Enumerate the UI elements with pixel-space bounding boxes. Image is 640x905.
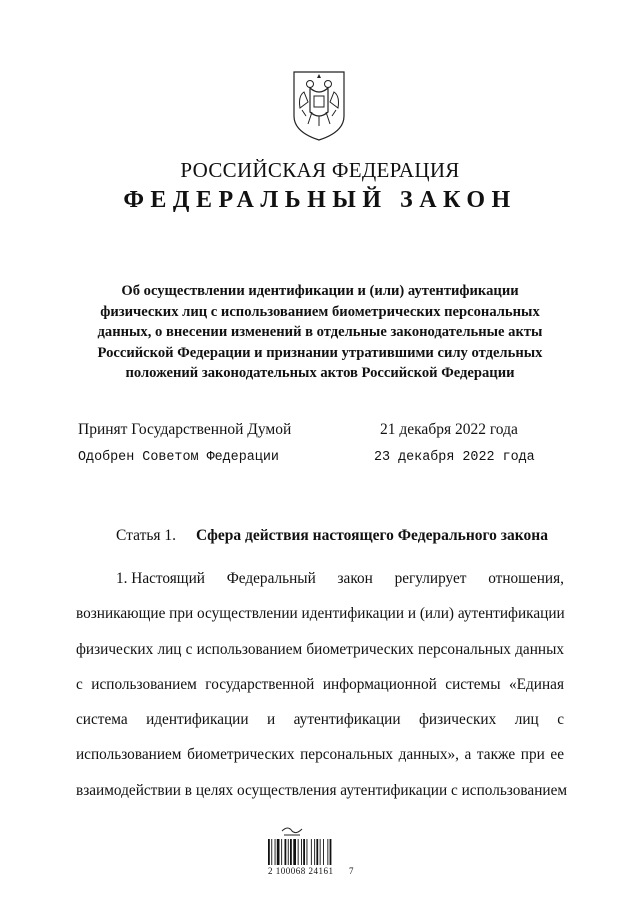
- body-line: использованием биометрических персональных данных», а также при ее: [76, 746, 564, 764]
- article-name: Сфера действия настоящего Федерального закона: [195, 527, 548, 544]
- body-word: физических: [418, 711, 497, 729]
- approval-label: Одобрен Советом Федерации: [78, 450, 279, 465]
- adoption-label: Принят Государственной Думой: [78, 421, 292, 438]
- article-body: [76, 561, 568, 808]
- body-line-words: [76, 702, 564, 737]
- body-word: отношения,: [488, 570, 564, 587]
- body-word: закон: [337, 570, 373, 587]
- body-word: лиц: [514, 711, 539, 729]
- law-type-heading: ФЕДЕРАЛЬНЫЙ ЗАКОН: [123, 187, 517, 213]
- barcode-bar: [268, 839, 270, 865]
- barcode-bar: [275, 839, 276, 865]
- body-line-words: [116, 561, 564, 596]
- body-word: система: [76, 711, 128, 729]
- body-line: [76, 561, 564, 596]
- barcode-suffix: 7: [349, 866, 354, 876]
- russian-emblem-icon: [290, 66, 348, 142]
- barcode-number: 2 100068 24161: [268, 866, 334, 876]
- body-word: Федеральный: [226, 570, 316, 587]
- approval-date: 23 декабря 2022 года: [374, 450, 535, 465]
- barcode-bar: [323, 839, 324, 865]
- law-title-line: физических лиц с использованием биометрических персональных: [100, 303, 540, 320]
- country-name: РОССИЙСКАЯ ФЕДЕРАЦИЯ: [180, 158, 460, 182]
- body-word: 1. Настоящий: [116, 570, 205, 587]
- barcode-bar: [271, 839, 272, 865]
- barcode-bar: [277, 839, 280, 865]
- barcode-bar: [298, 839, 299, 865]
- body-line: взаимодействии в целях осуществления аутентификации с использованием: [76, 781, 568, 799]
- barcode-bar: [285, 839, 287, 865]
- barcode-bar: [316, 839, 318, 865]
- body-line: [76, 702, 564, 737]
- body-word: аутентификации: [293, 711, 401, 729]
- body-word: регулирует: [394, 570, 467, 587]
- body-line: с использованием государственной информационной системы «Единая: [76, 675, 564, 693]
- barcode-bar: [301, 839, 302, 865]
- article-number: Статья 1.: [116, 527, 177, 544]
- law-title-line: данных, о внесении изменений в отдельные законодательные акты: [97, 324, 543, 340]
- barcode-bar: [303, 839, 305, 865]
- barcode-bar: [307, 839, 308, 865]
- body-word: и: [267, 711, 276, 729]
- adoption-date: 21 декабря 2022 года: [380, 421, 518, 438]
- law-title-line: положений законодательных актов Российской Федерации: [125, 365, 515, 381]
- barcode-bar: [281, 839, 282, 865]
- barcode-bar: [330, 839, 332, 865]
- law-title-line: Об осуществлении идентификации и (или) аутентификации: [121, 283, 519, 299]
- body-word: идентификации: [146, 711, 249, 729]
- law-title-line: Российской Федерации и признании утратившими силу отдельных: [97, 344, 543, 361]
- law-title: [72, 281, 568, 384]
- barcode-bar: [314, 839, 315, 865]
- body-word: с: [557, 711, 564, 729]
- barcode-bar: [293, 839, 296, 865]
- barcode-bar: [311, 839, 312, 865]
- barcode-bar: [320, 839, 321, 865]
- body-line: возникающие при осуществлении идентификации и (или) аутентификации: [76, 605, 565, 623]
- body-line: физических лиц с использованием биометрических персональных данных: [76, 640, 564, 658]
- barcode-bar: [290, 839, 292, 865]
- barcode-bar: [327, 839, 328, 865]
- barcode-bar: [288, 839, 289, 865]
- article-heading: [116, 527, 548, 545]
